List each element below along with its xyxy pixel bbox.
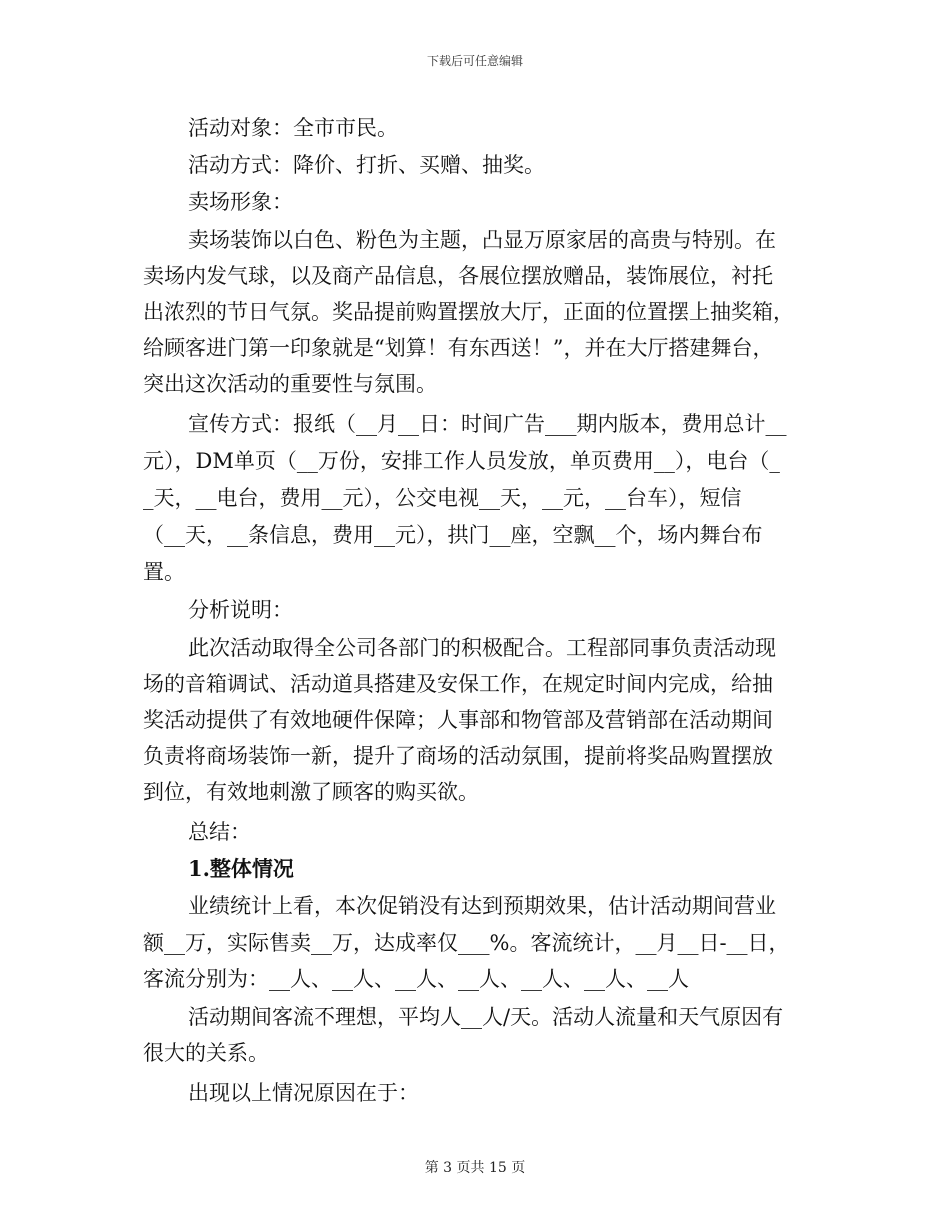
paragraph-line: 卖场装饰以白色、粉色为主题，凸显万原家居的高贵与特别。在 bbox=[188, 228, 776, 252]
paragraph-line: 卖场形象： bbox=[188, 190, 293, 214]
paragraph-line: 分析说明： bbox=[188, 598, 293, 622]
paragraph-line: 置。 bbox=[143, 560, 185, 584]
paragraph-line: 出浓烈的节日气氛。奖品提前购置摆放大厅，正面的位置摆上抽奖箱， bbox=[143, 300, 794, 324]
paragraph-line: 客流分别为：__人、__人、__人、__人、__人、__人、__人 bbox=[143, 967, 689, 991]
paragraph-line: 负责将商场装饰一新，提升了商场的活动氛围，提前将奖品购置摆放 bbox=[143, 744, 773, 768]
page-header: 下载后可任意编辑 bbox=[426, 54, 523, 68]
page-footer: 第 3 页共 15 页 bbox=[424, 1160, 526, 1176]
section-heading: 1.整体情况 bbox=[188, 856, 294, 881]
paragraph-line: 到位，有效地刺激了顾客的购买欲。 bbox=[143, 780, 479, 804]
paragraph-line: 出现以上情况原因在于： bbox=[188, 1081, 419, 1105]
paragraph-line: 额__万，实际售卖__万，达成率仅___%。客流统计，__月__日-__日， bbox=[143, 931, 790, 955]
paragraph-line: 活动方式：降价、打折、买赠、抽奖。 bbox=[188, 153, 545, 177]
paragraph-line: 突出这次活动的重要性与氛围。 bbox=[143, 372, 437, 396]
paragraph-line: 此次活动取得全公司各部门的积极配合。工程部同事负责活动现 bbox=[188, 636, 776, 660]
paragraph-line: 宣传方式：报纸（__月__日：时间广告___期内版本，费用总计__ bbox=[188, 412, 787, 436]
paragraph-line: 很大的关系。 bbox=[143, 1041, 269, 1065]
paragraph-line: 奖活动提供了有效地硬件保障；人事部和物管部及营销部在活动期间 bbox=[143, 708, 773, 732]
paragraph-line: 活动期间客流不理想，平均人__人/天。活动人流量和天气原因有 bbox=[188, 1005, 784, 1029]
paragraph-line: 给顾客进门第一印象就是“划算！有东西送！”，并在大厅搭建舞台， bbox=[143, 336, 774, 360]
paragraph-line: 场的音箱调试、活动道具搭建及安保工作，在规定时间内完成，给抽 bbox=[143, 672, 773, 696]
paragraph-line: 总结： bbox=[188, 820, 251, 844]
paragraph-line: 卖场内发气球，以及商产品信息，各展位摆放赠品，装饰展位，衬托 bbox=[143, 264, 773, 288]
paragraph-line: 活动对象：全市市民。 bbox=[188, 116, 398, 140]
paragraph-line: 元），DM单页（__万份，安排工作人员发放，单页费用__），电台（_ bbox=[143, 449, 780, 473]
paragraph-line: _天，__电台，费用__元），公交电视__天，__元，__台车），短信 bbox=[143, 486, 742, 510]
paragraph-line: 业绩统计上看，本次促销没有达到预期效果，估计活动期间营业 bbox=[188, 894, 776, 918]
paragraph-line: （__天，__条信息，费用__元），拱门__座，空飘__个，场内舞台布 bbox=[143, 523, 763, 547]
